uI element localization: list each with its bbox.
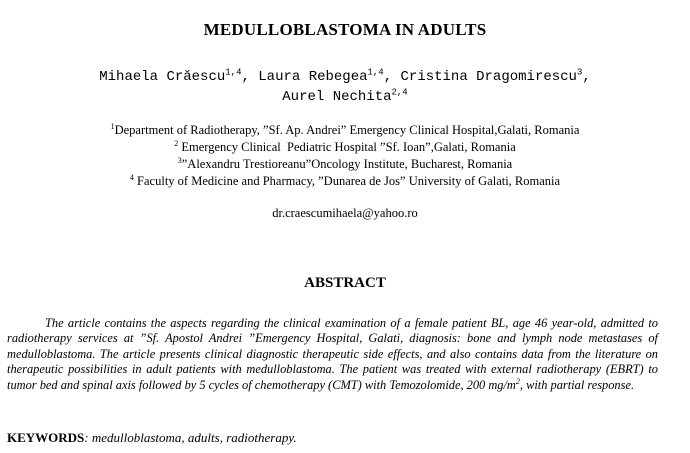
affiliation-item bbox=[0, 139, 690, 156]
author-affil-marker: 3 bbox=[576, 67, 583, 78]
author-line-1 bbox=[0, 67, 690, 87]
author-name: Cristina Dragomirescu bbox=[400, 69, 577, 85]
abstract-text: The article contains the aspects regarding the clinical examination of a female patient BL, age 46 year-old, admitted to radiotherapy services at ”Sf. Apostol Andrei ”Emergency Hospital, Galati, diagnosis: bone and lymph node metastases of medulloblastoma. The article presents clinical diagnostic therapeutic side effects, and also contains data from the literature on therapeutic possibilities in adult patients with medulloblastoma. The patient was treated with external radiotherapy (EBRT) to tumor bed and spinal axis followed by 5 cycles of chemotherapy (CMT) with Temozolomide, 200 mg/m bbox=[7, 316, 658, 392]
author-affil-marker: 2,4 bbox=[391, 87, 408, 98]
contact-email[interactable]: dr.craescumihaela@yahoo.ro bbox=[272, 206, 418, 220]
author-name: Aurel Nechita bbox=[282, 89, 392, 105]
paper-title: MEDULLOBLASTOMA IN ADULTS bbox=[203, 20, 487, 39]
author-separator: , bbox=[383, 69, 401, 85]
abstract-text-end: , with partial response. bbox=[519, 377, 635, 392]
keywords-line bbox=[7, 430, 667, 446]
author-separator: , bbox=[582, 69, 591, 85]
author-list bbox=[0, 67, 690, 107]
abstract-body bbox=[7, 316, 658, 393]
affiliation-number: 3 bbox=[177, 155, 182, 165]
affiliation-text: ”Alexandru Trestioreanu”Oncology Institute, Bucharest, Romania bbox=[181, 157, 513, 171]
affiliation-item bbox=[0, 122, 690, 139]
affiliation-number: 4 bbox=[129, 172, 134, 182]
abstract-heading: ABSTRACT bbox=[304, 275, 386, 291]
author-line-2 bbox=[0, 87, 690, 107]
author-affil-marker: 1,4 bbox=[225, 67, 242, 78]
author-affil-marker: 1,4 bbox=[367, 67, 384, 78]
affiliation-list bbox=[0, 122, 690, 190]
abstract-superscript: 2 bbox=[515, 376, 520, 386]
affiliation-number: 2 bbox=[174, 138, 179, 148]
affiliation-item bbox=[0, 173, 690, 190]
affiliation-text: Faculty of Medicine and Pharmacy, ”Dunarea de Jos” University of Galati, Romania bbox=[133, 174, 561, 188]
author-name: Mihaela Crăescu bbox=[99, 69, 226, 85]
affiliation-text: Department of Radiotherapy, ”Sf. Ap. Andrei” Emergency Clinical Hospital,Galati, Romania bbox=[114, 123, 580, 137]
affiliation-number: 1 bbox=[110, 121, 115, 131]
keywords-label: KEYWORDS bbox=[7, 430, 85, 445]
affiliation-text: Emergency Clinical Pediatric Hospital ”Sf. Ioan”,Galati, Romania bbox=[178, 140, 516, 154]
affiliation-item bbox=[0, 156, 690, 173]
author-name: Laura Rebegea bbox=[258, 69, 368, 85]
keywords-text: : medulloblastoma, adults, radiotherapy. bbox=[84, 430, 297, 445]
author-separator: , bbox=[241, 69, 259, 85]
